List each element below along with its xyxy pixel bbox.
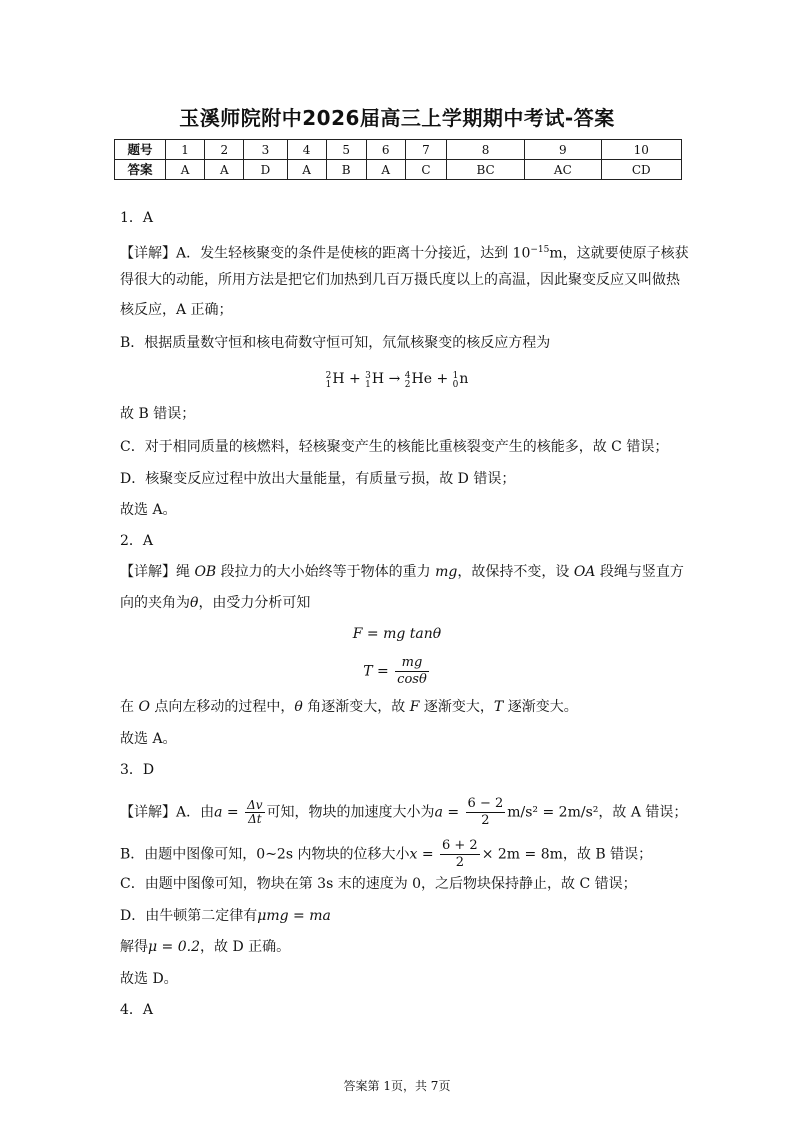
q1-option-b: B．根据质量数守恒和核电荷数守恒可知，氘氚核聚变的核反应方程为 (120, 335, 551, 351)
q2-detail-line2: 向的夹角为θ，由受力分析可知 (120, 595, 311, 611)
q-answer: AC (525, 160, 601, 180)
nuclide-numbers: 4 2 (404, 371, 411, 390)
q1-option-a-line1 (120, 240, 689, 264)
q-number: 9 (525, 140, 601, 160)
q2-equation-t: T = $\frac{mg}{\cos\theta}$ (363, 655, 427, 687)
row-label-number: 题号 (115, 140, 166, 160)
q-answer: BC (447, 160, 525, 180)
q-answer: D (244, 160, 287, 180)
q1-option-a-line3: 核反应，A 正确； (120, 302, 233, 318)
q1-heading: 1．A (120, 210, 154, 226)
q1-option-c: C．对于相同质量的核燃料，轻核聚变产生的核能比重核裂变产生的核能多，故 C 错误； (120, 439, 669, 455)
q-answer: A (205, 160, 244, 180)
q3-option-c: C．由题中图像可知，物块在第 3s 末的速度为 0，之后物块保持静止，故 C 错误； (120, 876, 637, 892)
q3-option-a: 【详解】A．由a = $\frac{\Delta v}{\Delta t}$ 可知，物块的加速度大小为a = $\frac{6 - 2}{2}$ m/s² = 2m/s²，故 A 错误； (120, 796, 688, 828)
nuclide-numbers: 3 1 (365, 371, 371, 390)
q-number: 1 (166, 140, 205, 160)
q-answer: CD (601, 160, 681, 180)
q1-choice: 故选 A。 (120, 502, 177, 518)
answer-row (115, 160, 682, 180)
plus-sign: + (432, 371, 453, 387)
q2-equation-f: F = mg tanθ (352, 626, 442, 642)
q3-choice: 故选 D。 (120, 971, 178, 987)
q1-option-d: D．核聚变反应过程中放出大量能量，有质量亏损，故 D 错误； (120, 471, 516, 487)
q2-choice: 故选 A。 (120, 731, 177, 747)
q4-heading: 4．A (120, 1002, 154, 1018)
q-number: 10 (601, 140, 681, 160)
q-number: 5 (326, 140, 366, 160)
q-number: 6 (366, 140, 405, 160)
q-number: 2 (205, 140, 244, 160)
q-answer: B (326, 160, 366, 180)
q2-detail-line1: 【详解】绳 OB 段拉力的大小始终等于物体的重力 mg，故保持不变，设 OA 段绳与竖直方 (120, 564, 684, 580)
question-number-row (115, 140, 682, 160)
nuclide-symbol: H (332, 371, 345, 387)
q1-option-a-line2: 得很大的动能，所用方法是把它们加热到几百万摄氏度以上的高温，因此聚变反应又叫做热 (120, 272, 680, 288)
q-number: 4 (287, 140, 326, 160)
nuclide-symbol: n (459, 371, 469, 387)
q2-detail-line3: 在 O 点向左移动的过程中，θ 角逐渐变大，故 F 逐渐变大，T 逐渐变大。 (120, 699, 578, 715)
row-label-answer: 答案 (115, 160, 166, 180)
q-number: 7 (405, 140, 446, 160)
q-answer: A (287, 160, 326, 180)
plus-sign: + (344, 371, 366, 387)
q-number: 8 (447, 140, 525, 160)
nuclide-symbol: H (371, 371, 385, 387)
q-number: 3 (244, 140, 287, 160)
page-title: 玉溪师院附中2026届高三上学期期中考试-答案 (179, 106, 615, 130)
answer-table (114, 139, 682, 180)
q-answer: A (366, 160, 405, 180)
q1-a-text: 【详解】A．发生轻核聚变的条件是使核的距离十分接近，达到 10 (120, 245, 531, 262)
q1-option-b-conclusion: 故 B 错误； (120, 406, 196, 422)
q3-heading: 3．D (120, 762, 155, 778)
nuclide-numbers: 1 0 (452, 371, 459, 390)
reaction-arrow: → (384, 371, 405, 387)
q1-a-text-end: m，这就要使原子核获 (549, 245, 689, 262)
q3-option-b: B．由题中图像可知，0~2s 内物块的位移大小x = $\frac{6 + 2}{2}$ × 2m = 8m，故 B 错误； (120, 838, 653, 870)
q-answer: A (166, 160, 205, 180)
q3-solution: 解得μ = 0.2，故 D 正确。 (120, 939, 291, 955)
q1-a-exponent: −15 (530, 245, 550, 255)
q2-heading: 2．A (120, 533, 154, 549)
page-footer: 答案第 1页，共 7页 (343, 1079, 451, 1093)
q-answer: C (405, 160, 446, 180)
q1-nuclear-equation (0, 369, 794, 390)
q3-option-d: D．由牛顿第二定律有μmg = ma (120, 908, 331, 924)
nuclide-numbers: 2 1 (325, 371, 332, 390)
nuclide-symbol: He (411, 371, 432, 387)
